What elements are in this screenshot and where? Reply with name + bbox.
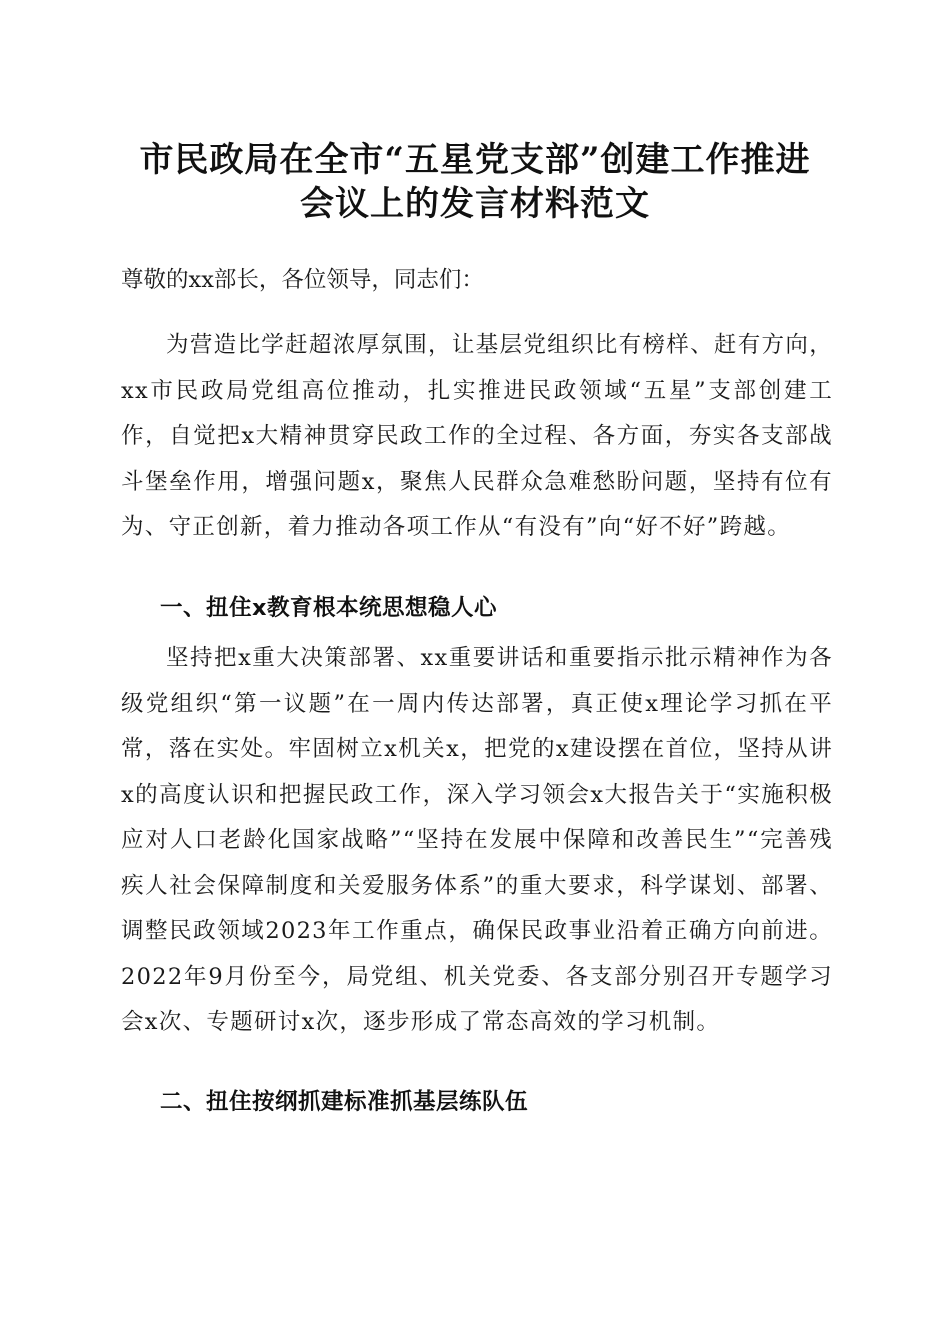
paragraph-intro: 为营造比学赶超浓厚氛围，让基层党组织比有榜样、赶有方向，xx市民政局党组高位推动，扎实推进民政领域“五星”支部创建工作，自觉把x大精神贯穿民政工作的全过程、各方面，夯实各支部战斗堡垒作用，增强问题x，聚焦人民群众急难愁盼问题，坚持有位有为、守正创新，着力推动各项工作从“有没有”向“好不好”跨越。 <box>121 332 833 540</box>
document-title-line-2: 会议上的发言材料范文 <box>300 184 650 224</box>
document-title-line-1: 市民政局在全市“五星党支部”创建工作推进 <box>139 140 811 180</box>
salutation: 尊敬的xx部长，各位领导，同志们： <box>121 267 484 293</box>
paragraph-section-1: 坚持把x重大决策部署、xx重要讲话和重要指示批示精神作为各级党组织“第一议题”在一周内传达部署，真正使x理论学习抓在平常，落在实处。牢固树立x机关x，把党的x建设摆在首位，坚持从讲x的高度认识和把握民政工作，深入学习领会x大报告关于“实施积极应对人口老龄化国家战略”“坚持在发展中保障和改善民生”“完善残疾人社会保障制度和关爱服务体系”的重大要求，科学谋划、部署、调整民政领域2023年工作重点，确保民政事业沿着正确方向前进。2022年9月份至今，局党组、机关党委、各支部分别召开专题学习会x次、专题研讨x次，逐步形成了常态高效的学习机制。 <box>121 645 833 1035</box>
section-heading-1: 一、扭住x教育根本统思想稳人心 <box>160 595 498 621</box>
section-heading-2: 二、扭住按纲抓建标准抓基层练队伍 <box>160 1089 529 1115</box>
